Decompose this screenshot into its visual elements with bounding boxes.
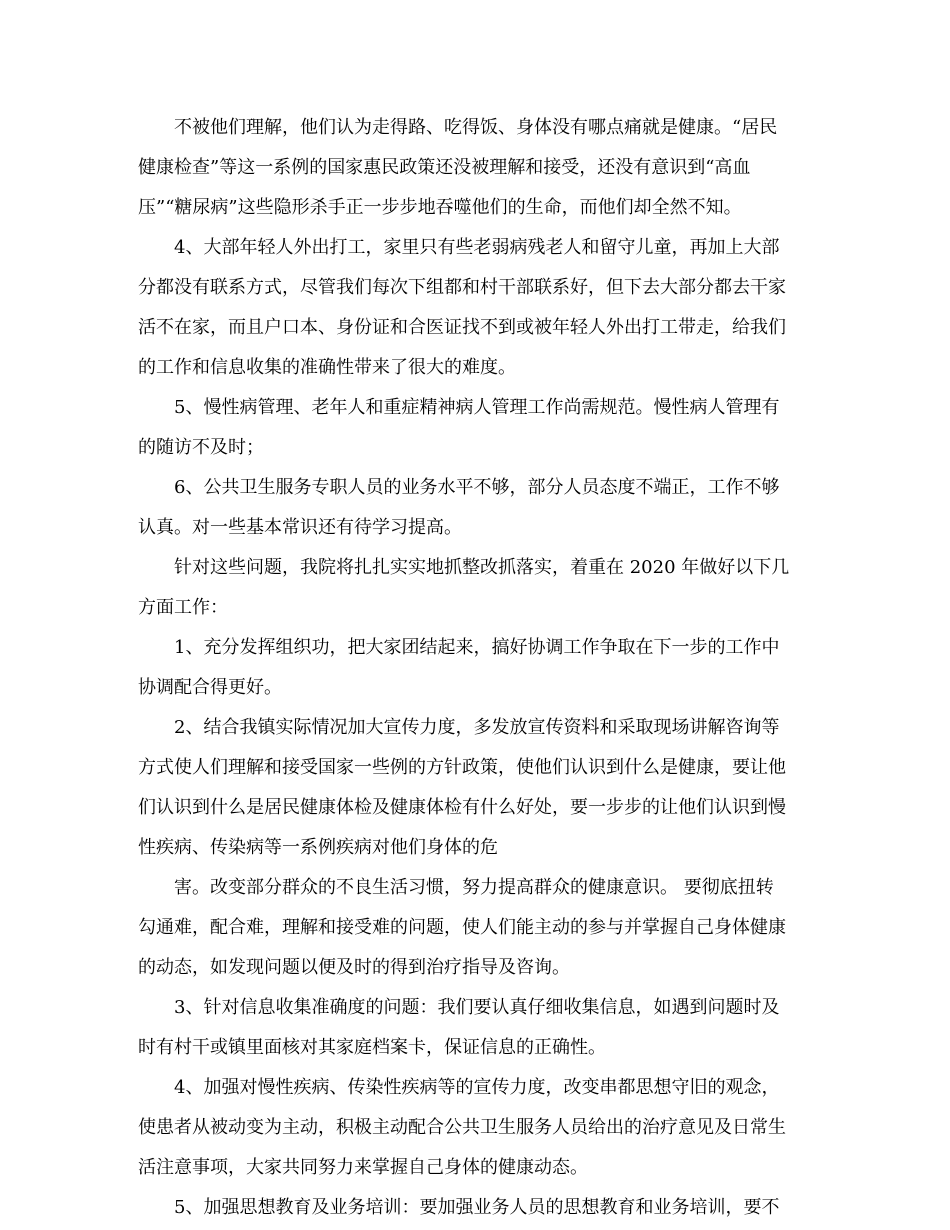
text-line: 1、充分发挥组织功，把大家团结起来，搞好协调工作争取在下一步的工作中 xyxy=(174,637,780,658)
text-line: 4、大部年轻人外出打工，家里只有些老弱病残老人和留守儿童，再加上大部 xyxy=(174,237,780,258)
text-line: 的随访不及时； xyxy=(138,437,264,458)
text-line: 勾通难，配合难，理解和接受难的问题，使人们能主动的参与并掌握自己身体健康 xyxy=(138,917,786,938)
text-line: 5、加强思想教育及业务培训：要加强业务人员的思想教育和业务培训，要不 xyxy=(174,1197,780,1218)
text-line: 活不在家，而且户口本、身份证和合医证找不到或被年轻人外出打工带走，给我们 xyxy=(138,317,786,338)
text-line: 时有村干或镇里面核对其家庭档案卡，保证信息的正确性。 xyxy=(138,1037,606,1058)
text-line: 分都没有联系方式，尽管我们每次下组都和村干部联系好，但下去大部分都去干家 xyxy=(138,277,786,298)
text-line: 认真。对一些基本常识还有待学习提高。 xyxy=(138,517,462,538)
text-line: 们认识到什么是居民健康体检及健康体检有什么好处，要一步步的让他们认识到慢 xyxy=(138,797,786,818)
text-line: 方式使人们理解和接受国家一些例的方针政策，使他们认识到什么是健康，要让他 xyxy=(138,757,786,778)
text-line: 活注意事项，大家共同努力来掌握自己身体的健康动态。 xyxy=(138,1157,588,1178)
text-line: 4、加强对慢性疾病、传染性疾病等的宣传力度，改变串都思想守旧的观念， xyxy=(174,1077,780,1098)
text-line: 害。改变部分群众的不良生活习惯，努力提高群众的健康意识。 要彻底扭转 xyxy=(174,877,774,898)
text-line: 性疾病、传染病等一系例疾病对他们身体的危 xyxy=(138,837,498,858)
text-line: 协调配合得更好。 xyxy=(138,677,282,698)
text-line: 健康检查”等这一系例的国家惠民政策还没被理解和接受，还没有意识到“高血 xyxy=(138,157,751,178)
document-body xyxy=(138,108,828,1228)
text-line: 的动态，如发现问题以便及时的得到治疗指导及咨询。 xyxy=(138,957,570,978)
text-line: 的工作和信息收集的准确性带来了很大的难度。 xyxy=(138,357,516,378)
text-line: 针对这些问题，我院将扎扎实实地抓整改抓落实，着重在 2020 年做好以下几 xyxy=(174,557,790,578)
text-line: 5、慢性病管理、老年人和重症精神病人管理工作尚需规范。慢性病人管理有 xyxy=(174,397,780,418)
text-line: 使患者从被动变为主动，积极主动配合公共卫生服务人员给出的治疗意见及日常生 xyxy=(138,1117,786,1138)
text-line: 6、公共卫生服务专职人员的业务水平不够，部分人员态度不端正，工作不够 xyxy=(174,477,780,498)
text-line: 不被他们理解，他们认为走得路、吃得饭、身体没有哪点痛就是健康。“居民 xyxy=(174,117,778,138)
text-line: 方面工作： xyxy=(138,597,228,618)
text-line: 3、针对信息收集准确度的问题：我们要认真仔细收集信息，如遇到问题时及 xyxy=(174,997,780,1018)
text-line: 2、结合我镇实际情况加大宣传力度，多发放宣传资料和采取现场讲解咨询等 xyxy=(174,717,780,738)
text-line: 压”“糖尿病”这些隐形杀手正一步步地吞噬他们的生命，而他们却全然不知。 xyxy=(138,197,742,218)
